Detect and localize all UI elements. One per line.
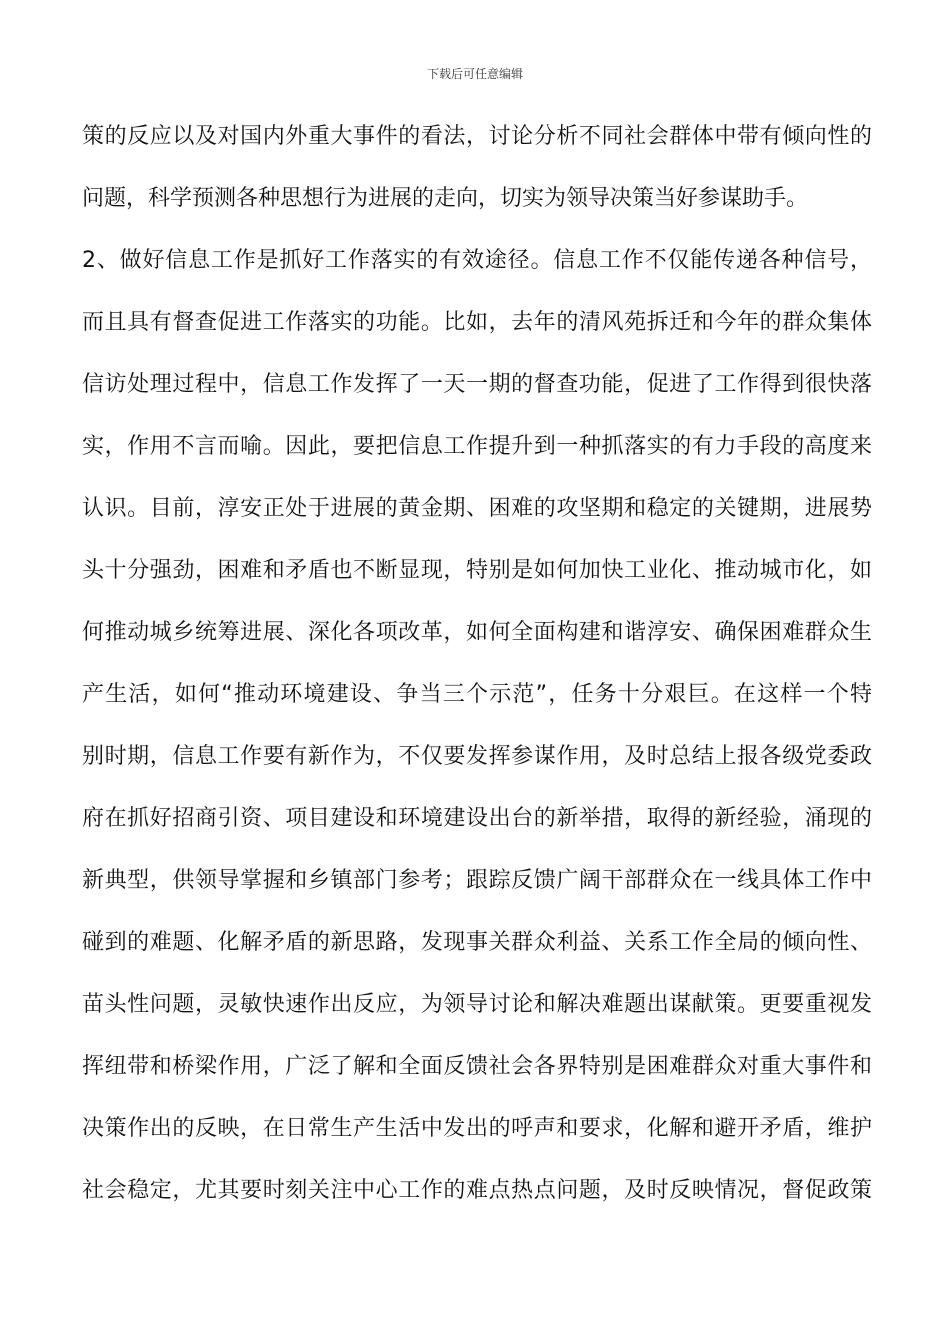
text-line: 而且具有督查促进工作落实的功能。比如，去年的清风苑拆迁和今年的群众集体 xyxy=(82,310,872,335)
text-line: 何推动城乡统筹进展、深化各项改革，如何全面构建和谐淳安、确保困难群众生 xyxy=(82,620,872,645)
text-line: 头十分强劲，困难和矛盾也不断显现，特别是如何加快工业化、推动城市化，如 xyxy=(82,558,872,583)
text-line: 产生活，如何“推动环境建设、争当三个示范”，任务十分艰巨。在这样一个特 xyxy=(82,682,872,707)
text-line: 苗头性问题，灵敏快速作出反应，为领导讨论和解决难题出谋献策。更要重视发 xyxy=(82,992,872,1017)
text-line: 策的反应以及对国内外重大事件的看法，讨论分析不同社会群体中带有倾向性的 xyxy=(82,124,872,149)
text-line: 问题，科学预测各种思想行为进展的走向，切实为领导决策当好参谋助手。 xyxy=(82,186,809,211)
text-line: 挥纽带和桥梁作用，广泛了解和全面反馈社会各界特别是困难群众对重大事件和 xyxy=(82,1054,872,1079)
document-body xyxy=(82,106,872,1222)
text-line: 认识。目前，淳安正处于进展的黄金期、困难的攻坚期和稳定的关键期，进展势 xyxy=(82,496,872,521)
text-line: 碰到的难题、化解矛盾的新思路，发现事关群众利益、关系工作全局的倾向性、 xyxy=(82,930,872,955)
page-header: 下载后可任意编辑 xyxy=(426,67,523,81)
text-line: 决策作出的反映，在日常生产生活中发出的呼声和要求，化解和避开矛盾，维护 xyxy=(82,1116,872,1141)
text-line: 别时期，信息工作要有新作为，不仅要发挥参谋作用，及时总结上报各级党委政 xyxy=(82,744,872,769)
text-line: 信访处理过程中，信息工作发挥了一天一期的督查功能，促进了工作得到很快落 xyxy=(82,372,872,397)
text-line: 社会稳定，尤其要时刻关注中心工作的难点热点问题，及时反映情况，督促政策 xyxy=(82,1178,872,1203)
text-line: 2、做好信息工作是抓好工作落实的有效途径。信息工作不仅能传递各种信号， xyxy=(82,248,872,273)
text-line: 府在抓好招商引资、项目建设和环境建设出台的新举措，取得的新经验，涌现的 xyxy=(82,806,872,831)
text-line: 新典型，供领导掌握和乡镇部门参考；跟踪反馈广阔干部群众在一线具体工作中 xyxy=(82,868,872,893)
text-line: 实，作用不言而喻。因此，要把信息工作提升到一种抓落实的有力手段的高度来 xyxy=(82,434,872,459)
